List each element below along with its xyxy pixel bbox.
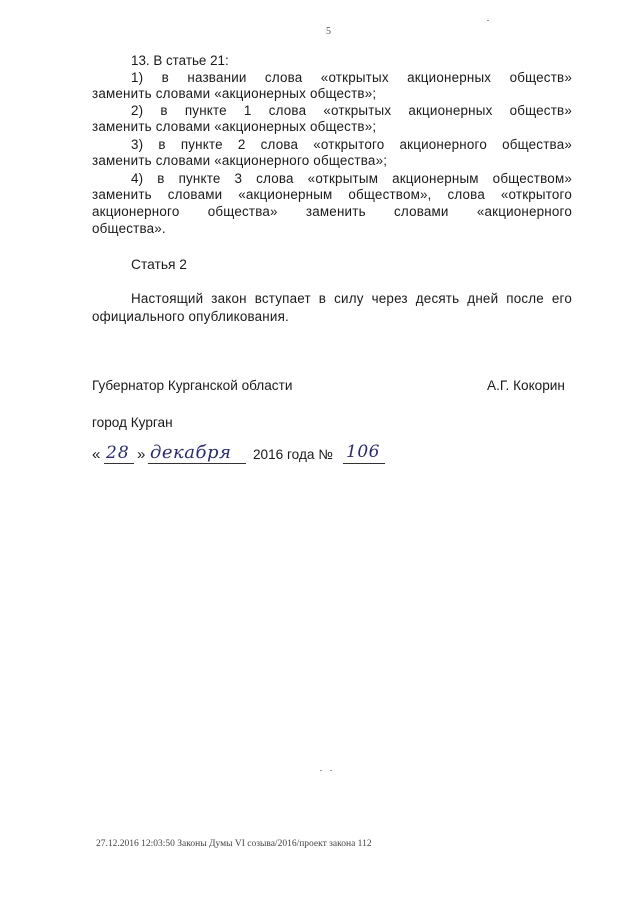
paragraph-3-line-1: 3) в пункте 2 слова «открытого акционерного общества» — [131, 137, 572, 152]
paragraph-3-line-2: заменить словами «акционерного общества»; — [92, 153, 388, 168]
date-month-underline — [148, 463, 246, 464]
city-name: город Курган — [92, 415, 173, 430]
item-13-heading: 13. В статье 21: — [131, 53, 229, 68]
scan-speck — [330, 770, 332, 771]
date-close-quote: » — [137, 446, 146, 463]
date-year-text: 2016 года № — [253, 447, 333, 462]
scan-speck — [320, 770, 322, 771]
page-number: 5 — [326, 26, 331, 37]
governor-title: Губернатор Курганской области — [92, 378, 293, 393]
date-month-handwritten: декабря — [150, 442, 232, 463]
article-2-heading: Статья 2 — [131, 257, 187, 272]
scan-speck — [487, 20, 489, 21]
governor-name: А.Г. Кокорин — [487, 378, 565, 393]
article-2-line-2: официального опубликования. — [92, 309, 289, 324]
date-day-underline — [104, 463, 134, 464]
date-open-quote: « — [92, 446, 101, 463]
date-day-handwritten: 28 — [106, 443, 130, 463]
paragraph-4-line-4: общества». — [92, 221, 166, 236]
document-footer: 27.12.2016 12:03:50 Законы Думы VI созыва/2016/проект закона 112 — [96, 839, 372, 849]
paragraph-1-line-2: заменить словами «акционерных обществ»; — [92, 86, 377, 101]
law-number-underline — [343, 463, 385, 464]
paragraph-2-line-1: 2) в пункте 1 слова «открытых акционерных обществ» — [131, 103, 572, 118]
article-2-line-1: Настоящий закон вступает в силу через десять дней после его — [131, 291, 572, 306]
paragraph-4-line-1: 4) в пункте 3 слова «открытым акционерным обществом» — [131, 171, 572, 186]
law-number-handwritten: 106 — [346, 442, 380, 462]
paragraph-2-line-2: заменить словами «акционерных обществ»; — [92, 119, 377, 134]
paragraph-1-line-1: 1) в названии слова «открытых акционерных обществ» — [131, 70, 572, 85]
paragraph-4-line-3: акционерного общества» заменить словами «акционерного — [92, 204, 572, 219]
paragraph-4-line-2: заменить словами «акционерным обществом», слова «открытого — [92, 187, 572, 202]
